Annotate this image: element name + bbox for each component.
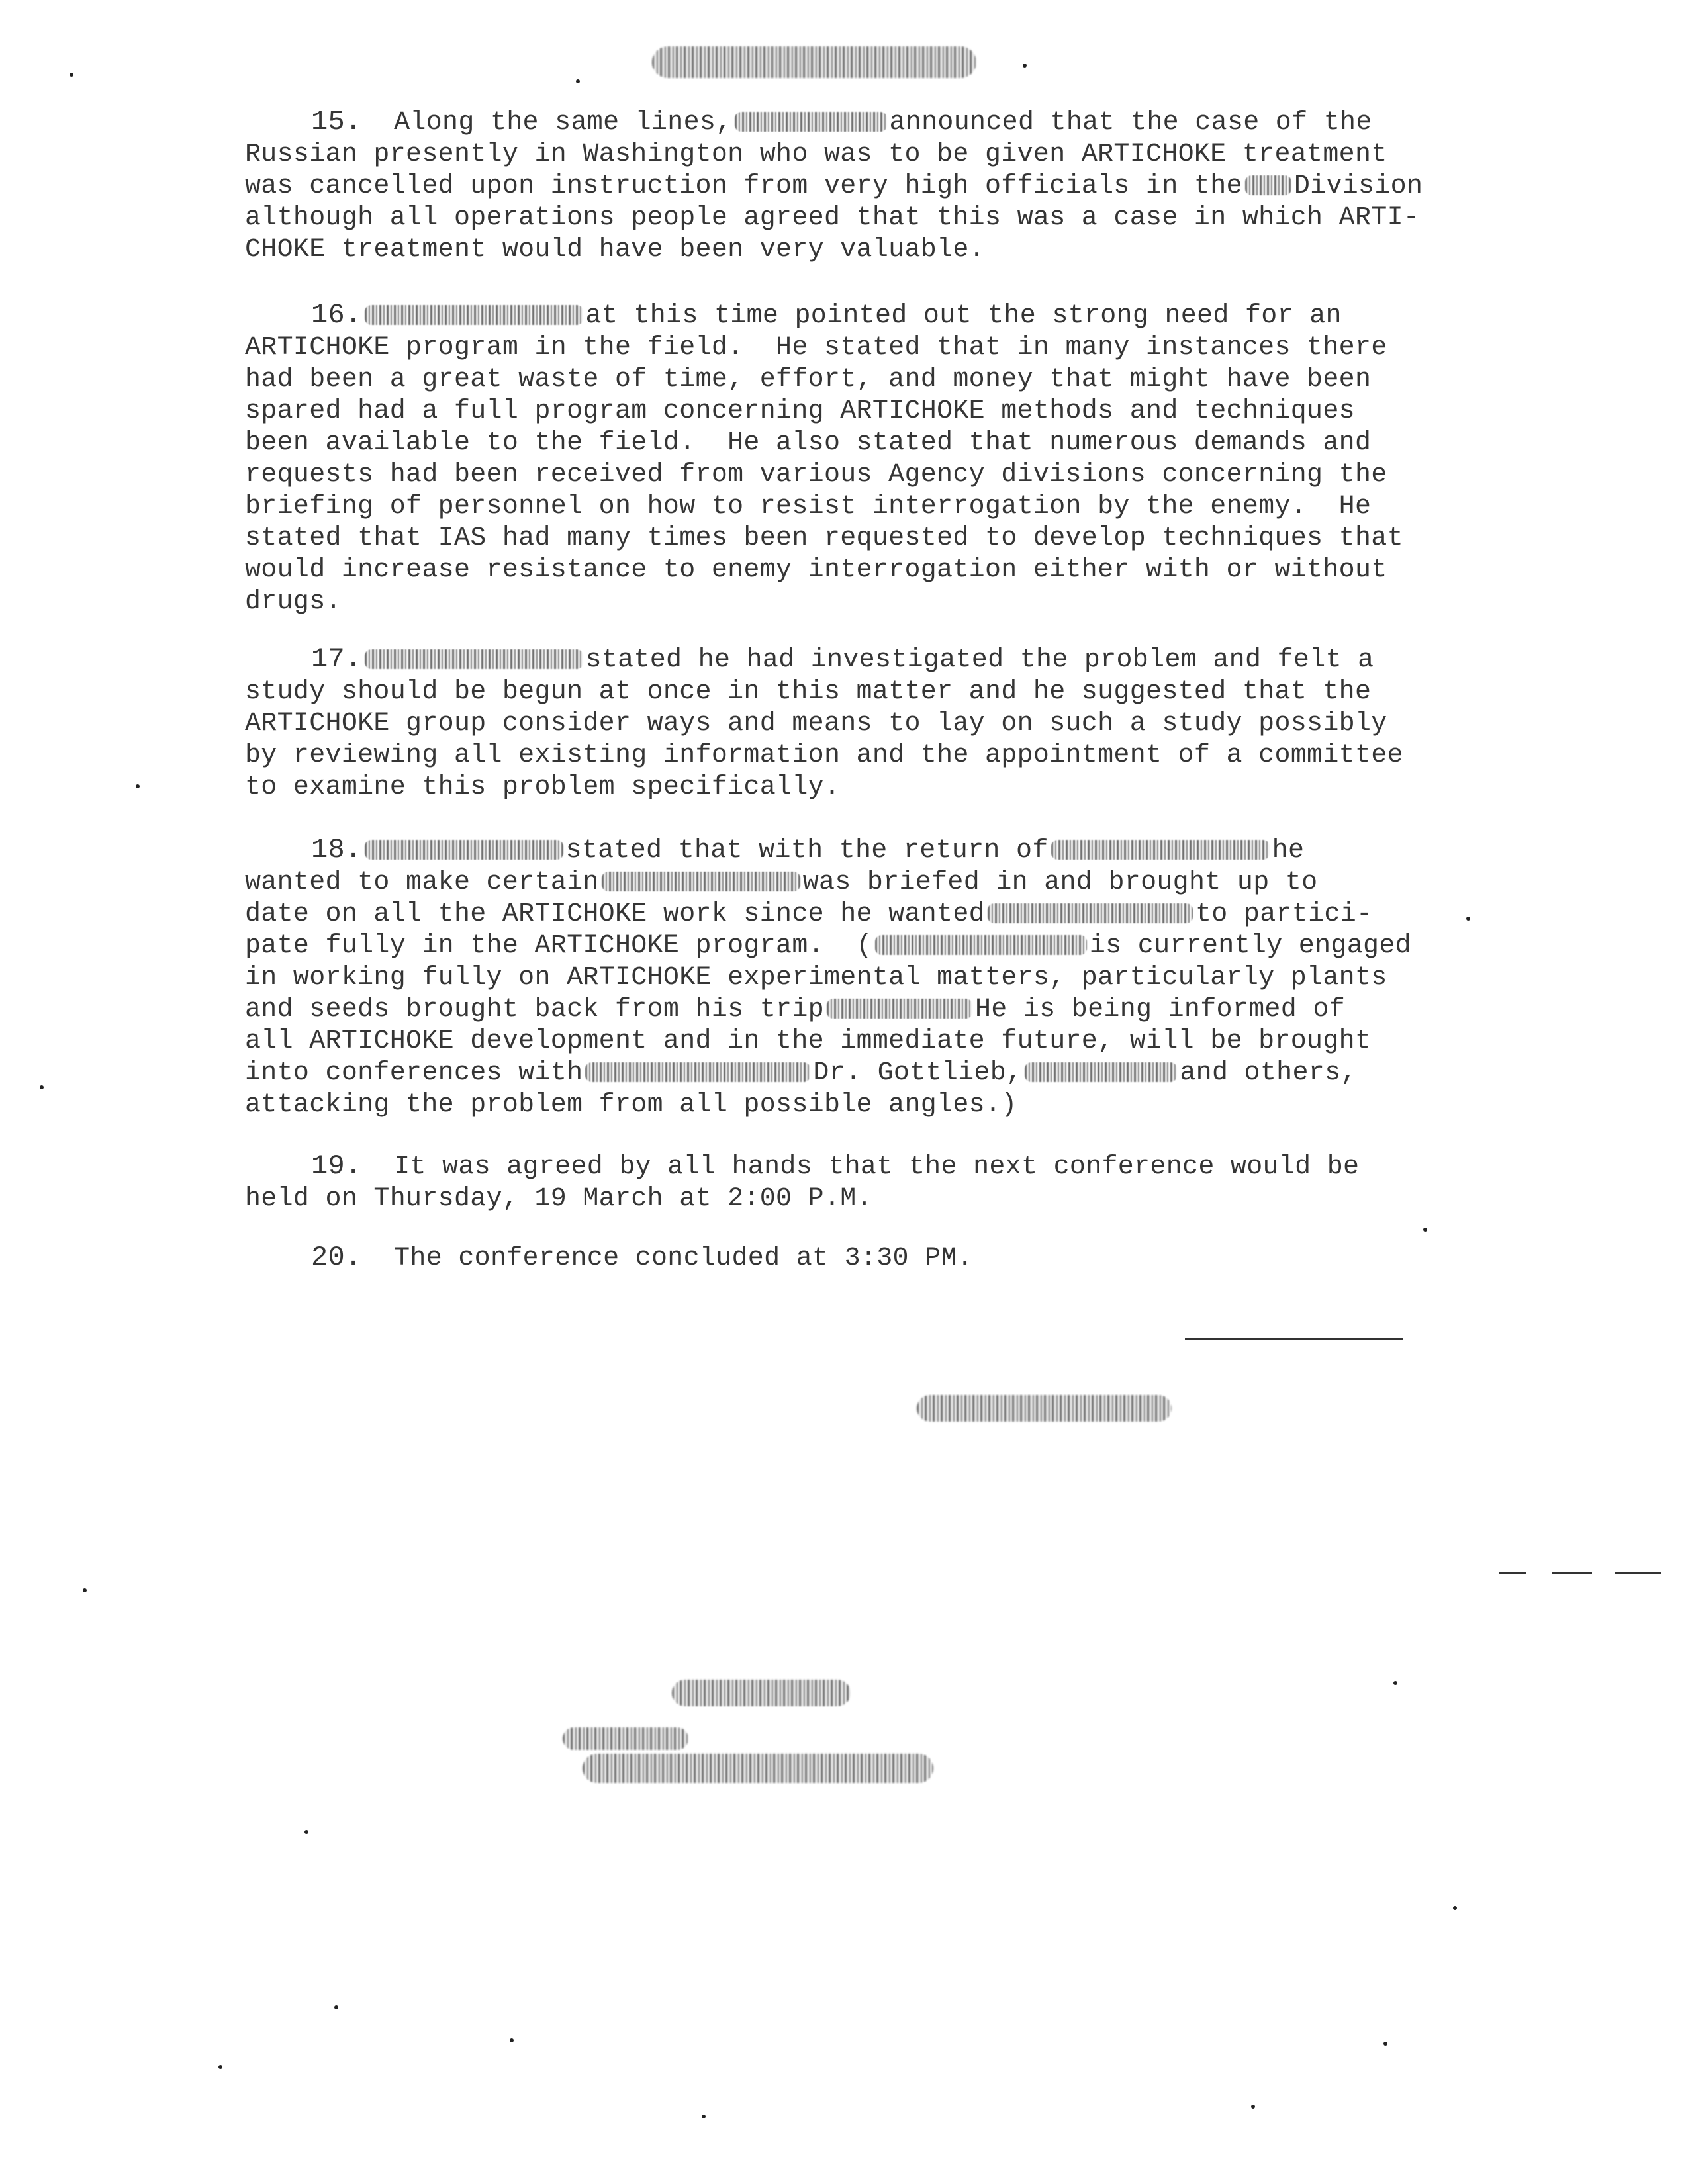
speck (1393, 1681, 1397, 1685)
speck (136, 784, 140, 788)
stamp-redaction-top (672, 1680, 851, 1706)
paragraph-text: Division although all operations people agreed that this was a case in which ARTI- CHOKE treatment would have been very valuable. (245, 171, 1423, 265)
paragraph-text: The conference concluded at 3:30 PM. (361, 1244, 974, 1273)
redaction (602, 872, 800, 891)
paragraph-18 (245, 834, 1436, 1121)
paragraph-text: and others, attacking the problem from all possible angles.) (245, 1058, 1357, 1120)
paragraph-number: 20. (311, 1242, 362, 1273)
signature-redaction (917, 1395, 1172, 1422)
speck (1423, 1228, 1427, 1232)
speck (1383, 2042, 1387, 2046)
speck (1453, 1906, 1457, 1910)
stamp-redaction-bottom (583, 1754, 933, 1783)
paragraph-text: It was agreed by all hands that the next conference would be held on Thursday, 19 March at 2:00 P.M. (245, 1152, 1360, 1214)
margin-mark (1552, 1572, 1592, 1574)
redaction (585, 1062, 810, 1082)
speck (1466, 917, 1470, 921)
paragraph-20 (245, 1242, 1436, 1275)
paragraph-number: 17. (311, 643, 362, 675)
paragraph-number: 18. (311, 834, 362, 866)
speck (702, 2115, 706, 2118)
redaction (735, 112, 887, 132)
paragraph-text: he wanted to make certain (245, 836, 1305, 897)
paragraph-text: stated that with the return of (565, 836, 1049, 866)
paragraph-19 (245, 1150, 1436, 1215)
paragraph-text: is currently engaged in working fully on ARTICHOKE experimental matters, particularly plants and seeds brought back from his trip (245, 931, 1411, 1024)
speck (218, 2065, 222, 2069)
speck (510, 2038, 514, 2042)
paragraph-number: 19. (311, 1150, 362, 1182)
paragraph-16 (245, 299, 1436, 618)
speck (40, 1085, 44, 1089)
paragraph-text: to partici- pate fully in the ARTICHOKE program. ( (245, 899, 1373, 961)
paragraph-text: Dr. Gottlieb, (813, 1058, 1023, 1088)
header-redaction (652, 46, 976, 78)
speck (83, 1588, 87, 1592)
speck (1251, 2105, 1255, 2109)
redaction (365, 840, 563, 860)
paragraph-text: Along the same lines, (361, 108, 732, 138)
stamp-redaction-left (563, 1727, 688, 1750)
redaction (1051, 840, 1270, 860)
redaction (365, 305, 583, 325)
speck (70, 73, 73, 77)
paragraph-text: was briefed in and brought up to date on all the ARTICHOKE work since he wanted (245, 868, 1318, 929)
margin-mark (1615, 1572, 1661, 1574)
paragraph-text: announced that the case of the Russian presently in Washington who was to be given ARTICHOKE treatment was cancelled upon instruction from very high officials in the (245, 108, 1387, 201)
paragraph-15 (245, 106, 1436, 266)
paragraph-number: 16. (311, 299, 362, 331)
speck (576, 79, 580, 83)
speck (304, 1830, 308, 1834)
redaction (1245, 175, 1291, 195)
redaction (875, 935, 1087, 955)
redaction (1025, 1062, 1177, 1082)
speck (334, 2005, 338, 2009)
redaction (365, 649, 583, 669)
paragraph-text: at this time pointed out the strong need for an ARTICHOKE program in the field. He stated that in many instances there had been a great waste of time, effort, and money that might have been spared had a full program concerning ARTICHOKE methods and techniques been available to the field. He also stated that numerous demands and requests had been received from various Agency divisions concerning the briefing of personnel on how to resist interrogation by the enemy. He stated that IAS had many times been requested to develop techniques that would increase resistance to enemy interrogation either with or without drugs. (245, 301, 1403, 617)
speck (1023, 64, 1027, 68)
signature-line (1185, 1338, 1403, 1340)
paragraph-17 (245, 643, 1436, 803)
margin-mark (1499, 1572, 1526, 1574)
redaction (827, 999, 972, 1019)
redaction (988, 903, 1193, 923)
paragraph-text: stated he had investigated the problem and felt a study should be begun at once in this matter and he suggested that the ARTICHOKE group consider ways and means to lay on such a study possibly by reviewing all existing information and the appointment of a committee to examine this problem specifically. (245, 645, 1403, 802)
paragraph-text: He is being informed of all ARTICHOKE development and in the immediate future, will be brought into conferences with (245, 995, 1372, 1088)
paragraph-number: 15. (311, 106, 362, 138)
